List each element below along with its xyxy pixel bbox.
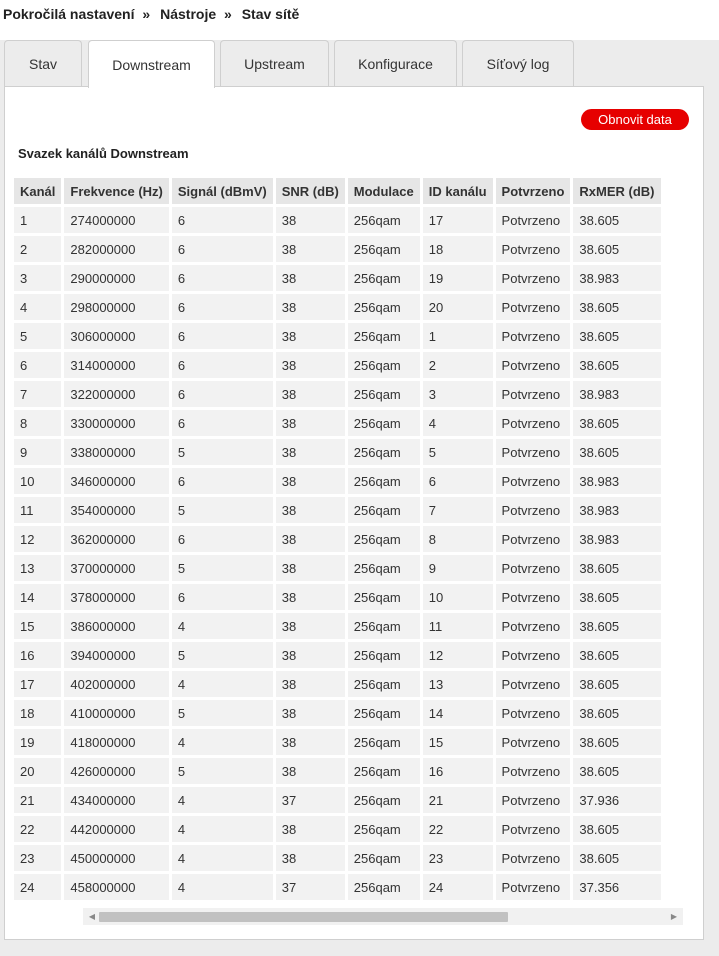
- table-cell: 38: [276, 816, 345, 842]
- table-cell: 7: [423, 497, 493, 523]
- table-row: [14, 236, 661, 262]
- table-cell: 21: [423, 787, 493, 813]
- table-cell: 256qam: [348, 787, 420, 813]
- table-cell: 256qam: [348, 497, 420, 523]
- table-cell: 15: [14, 613, 61, 639]
- table-cell: 434000000: [64, 787, 168, 813]
- table-cell: 38: [276, 845, 345, 871]
- table-cell: 298000000: [64, 294, 168, 320]
- table-cell: 4: [172, 729, 273, 755]
- column-header: Signál (dBmV): [172, 178, 273, 204]
- table-cell: 38: [276, 700, 345, 726]
- refresh-data-button[interactable]: Obnovit data: [581, 109, 689, 130]
- table-cell: 38: [276, 613, 345, 639]
- table-cell: 4: [172, 874, 273, 900]
- table-cell: 6: [172, 468, 273, 494]
- column-header: SNR (dB): [276, 178, 345, 204]
- table-cell: 38: [276, 381, 345, 407]
- table-cell: 290000000: [64, 265, 168, 291]
- table-cell: Potvrzeno: [496, 323, 571, 349]
- table-cell: 18: [14, 700, 61, 726]
- column-header: Modulace: [348, 178, 420, 204]
- table-cell: 256qam: [348, 526, 420, 552]
- horizontal-scrollbar[interactable]: [83, 908, 683, 925]
- table-cell: 38.983: [573, 497, 660, 523]
- table-cell: 38: [276, 497, 345, 523]
- table-row: [14, 439, 661, 465]
- table-cell: 6: [172, 323, 273, 349]
- table-cell: Potvrzeno: [496, 729, 571, 755]
- table-cell: 4: [14, 294, 61, 320]
- table-cell: 362000000: [64, 526, 168, 552]
- table-cell: 6: [172, 584, 273, 610]
- table-cell: Potvrzeno: [496, 555, 571, 581]
- downstream-table-container[interactable]: [14, 178, 683, 904]
- table-cell: Potvrzeno: [496, 613, 571, 639]
- table-cell: 5: [172, 642, 273, 668]
- breadcrumb-item-advanced-settings[interactable]: Pokročilá nastavení: [3, 6, 135, 22]
- table-cell: 19: [423, 265, 493, 291]
- table-row: [14, 642, 661, 668]
- table-cell: 38.605: [573, 439, 660, 465]
- table-cell: 38: [276, 671, 345, 697]
- table-cell: Potvrzeno: [496, 758, 571, 784]
- table-cell: 38.605: [573, 207, 660, 233]
- table-cell: 5: [172, 758, 273, 784]
- table-cell: Potvrzeno: [496, 700, 571, 726]
- table-cell: 23: [14, 845, 61, 871]
- table-row: [14, 584, 661, 610]
- table-cell: 274000000: [64, 207, 168, 233]
- table-cell: 38.605: [573, 700, 660, 726]
- table-cell: 9: [423, 555, 493, 581]
- tab-status[interactable]: Stav: [4, 40, 82, 87]
- table-cell: 7: [14, 381, 61, 407]
- table-row: [14, 468, 661, 494]
- table-cell: 256qam: [348, 323, 420, 349]
- table-cell: Potvrzeno: [496, 410, 571, 436]
- table-cell: Potvrzeno: [496, 265, 571, 291]
- table-cell: 37.356: [573, 874, 660, 900]
- table-cell: 256qam: [348, 700, 420, 726]
- table-cell: 22: [423, 816, 493, 842]
- table-cell: 10: [14, 468, 61, 494]
- breadcrumb-item-network-status: Stav sítě: [241, 6, 300, 22]
- table-cell: 426000000: [64, 758, 168, 784]
- table-cell: 17: [423, 207, 493, 233]
- table-cell: 16: [423, 758, 493, 784]
- table-cell: 38: [276, 555, 345, 581]
- table-cell: 3: [423, 381, 493, 407]
- table-cell: 5: [423, 439, 493, 465]
- table-cell: 11: [14, 497, 61, 523]
- table-cell: 378000000: [64, 584, 168, 610]
- table-cell: 18: [423, 236, 493, 262]
- table-cell: 38.605: [573, 584, 660, 610]
- table-cell: 5: [172, 555, 273, 581]
- table-cell: 338000000: [64, 439, 168, 465]
- table-cell: 38.605: [573, 613, 660, 639]
- table-cell: 38: [276, 642, 345, 668]
- table-cell: 256qam: [348, 410, 420, 436]
- table-cell: 38: [276, 294, 345, 320]
- table-cell: 19: [14, 729, 61, 755]
- table-cell: 4: [172, 613, 273, 639]
- table-row: [14, 323, 661, 349]
- table-cell: 6: [14, 352, 61, 378]
- table-cell: 38.605: [573, 294, 660, 320]
- table-cell: 256qam: [348, 236, 420, 262]
- table-cell: 256qam: [348, 294, 420, 320]
- table-cell: 256qam: [348, 816, 420, 842]
- table-cell: Potvrzeno: [496, 468, 571, 494]
- table-cell: 38: [276, 526, 345, 552]
- table-cell: 37: [276, 874, 345, 900]
- table-cell: Potvrzeno: [496, 236, 571, 262]
- table-cell: 386000000: [64, 613, 168, 639]
- table-cell: 38: [276, 439, 345, 465]
- breadcrumb-separator: »: [224, 6, 232, 22]
- table-cell: 256qam: [348, 439, 420, 465]
- table-cell: 256qam: [348, 845, 420, 871]
- table-row: [14, 410, 661, 436]
- breadcrumb-item-tools[interactable]: Nástroje: [160, 6, 217, 22]
- table-cell: 5: [172, 700, 273, 726]
- table-cell: 38.605: [573, 729, 660, 755]
- table-cell: 6: [172, 265, 273, 291]
- breadcrumb: [3, 6, 299, 22]
- table-cell: Potvrzeno: [496, 584, 571, 610]
- table-cell: 402000000: [64, 671, 168, 697]
- table-cell: 38.605: [573, 323, 660, 349]
- content-area: [0, 40, 719, 956]
- table-cell: 37: [276, 787, 345, 813]
- table-cell: 38.605: [573, 555, 660, 581]
- table-cell: 282000000: [64, 236, 168, 262]
- table-cell: Potvrzeno: [496, 642, 571, 668]
- table-cell: 9: [14, 439, 61, 465]
- table-cell: 458000000: [64, 874, 168, 900]
- table-row: [14, 497, 661, 523]
- table-cell: 1: [14, 207, 61, 233]
- tab-upstream[interactable]: Upstream: [220, 40, 329, 87]
- table-cell: 20: [14, 758, 61, 784]
- table-cell: 6: [172, 526, 273, 552]
- table-cell: 17: [14, 671, 61, 697]
- table-cell: Potvrzeno: [496, 352, 571, 378]
- table-row: [14, 758, 661, 784]
- table-cell: 14: [423, 700, 493, 726]
- table-cell: 38.605: [573, 671, 660, 697]
- table-row: [14, 671, 661, 697]
- table-row: [14, 845, 661, 871]
- table-cell: Potvrzeno: [496, 845, 571, 871]
- table-cell: 322000000: [64, 381, 168, 407]
- table-cell: 38.605: [573, 845, 660, 871]
- table-cell: 10: [423, 584, 493, 610]
- table-cell: Potvrzeno: [496, 439, 571, 465]
- table-cell: Potvrzeno: [496, 526, 571, 552]
- table-row: [14, 816, 661, 842]
- table-cell: 6: [172, 207, 273, 233]
- table-cell: 330000000: [64, 410, 168, 436]
- table-cell: Potvrzeno: [496, 816, 571, 842]
- table-body: [14, 207, 661, 900]
- table-cell: Potvrzeno: [496, 874, 571, 900]
- table-cell: 256qam: [348, 584, 420, 610]
- table-cell: 38.983: [573, 468, 660, 494]
- table-cell: 16: [14, 642, 61, 668]
- table-cell: 38: [276, 758, 345, 784]
- table-cell: 38: [276, 207, 345, 233]
- table-cell: 256qam: [348, 758, 420, 784]
- table-cell: 38: [276, 236, 345, 262]
- table-cell: 256qam: [348, 671, 420, 697]
- table-cell: 22: [14, 816, 61, 842]
- table-row: [14, 874, 661, 900]
- table-cell: 256qam: [348, 381, 420, 407]
- column-header: RxMER (dB): [573, 178, 660, 204]
- table-row: [14, 207, 661, 233]
- column-header: Frekvence (Hz): [64, 178, 168, 204]
- table-cell: 8: [14, 410, 61, 436]
- table-cell: 5: [14, 323, 61, 349]
- table-cell: 5: [172, 497, 273, 523]
- tab-downstream[interactable]: Downstream: [88, 40, 215, 88]
- table-cell: 38.605: [573, 816, 660, 842]
- table-cell: 38.983: [573, 265, 660, 291]
- table-cell: 346000000: [64, 468, 168, 494]
- table-cell: 256qam: [348, 207, 420, 233]
- table-cell: 2: [14, 236, 61, 262]
- table-cell: 256qam: [348, 613, 420, 639]
- table-row: [14, 555, 661, 581]
- table-cell: 6: [423, 468, 493, 494]
- table-cell: 12: [423, 642, 493, 668]
- table-cell: 4: [172, 671, 273, 697]
- table-cell: 1: [423, 323, 493, 349]
- table-row: [14, 294, 661, 320]
- table-cell: 256qam: [348, 265, 420, 291]
- table-cell: 38: [276, 323, 345, 349]
- table-cell: 354000000: [64, 497, 168, 523]
- table-row: [14, 265, 661, 291]
- table-cell: 4: [423, 410, 493, 436]
- table-cell: 4: [172, 787, 273, 813]
- table-cell: 256qam: [348, 468, 420, 494]
- tab-configuration[interactable]: Konfigurace: [334, 40, 457, 87]
- tab-network-log[interactable]: Síťový log: [462, 40, 574, 87]
- table-cell: 37.936: [573, 787, 660, 813]
- table-cell: 6: [172, 410, 273, 436]
- table-cell: 2: [423, 352, 493, 378]
- table-cell: Potvrzeno: [496, 671, 571, 697]
- downstream-panel: [4, 86, 704, 940]
- table-cell: 38.983: [573, 526, 660, 552]
- table-row: [14, 381, 661, 407]
- table-cell: 11: [423, 613, 493, 639]
- scrollbar-thumb[interactable]: [99, 912, 508, 922]
- table-cell: 20: [423, 294, 493, 320]
- table-cell: 410000000: [64, 700, 168, 726]
- scroll-right-arrow-icon[interactable]: ▶: [670, 912, 678, 921]
- table-cell: 6: [172, 352, 273, 378]
- breadcrumb-separator: »: [142, 6, 151, 22]
- table-cell: 13: [423, 671, 493, 697]
- table-cell: 15: [423, 729, 493, 755]
- table-cell: 13: [14, 555, 61, 581]
- table-cell: Potvrzeno: [496, 294, 571, 320]
- table-cell: Potvrzeno: [496, 207, 571, 233]
- table-row: [14, 700, 661, 726]
- table-row: [14, 526, 661, 552]
- table-cell: 12: [14, 526, 61, 552]
- table-cell: 38.983: [573, 381, 660, 407]
- table-cell: 370000000: [64, 555, 168, 581]
- table-header-row: [14, 178, 661, 204]
- table-cell: 6: [172, 381, 273, 407]
- table-row: [14, 787, 661, 813]
- scroll-left-arrow-icon[interactable]: ◀: [88, 912, 96, 921]
- table-cell: Potvrzeno: [496, 381, 571, 407]
- table-cell: 418000000: [64, 729, 168, 755]
- table-cell: 21: [14, 787, 61, 813]
- table-cell: 442000000: [64, 816, 168, 842]
- table-cell: 314000000: [64, 352, 168, 378]
- table-cell: Potvrzeno: [496, 497, 571, 523]
- table-row: [14, 729, 661, 755]
- table-cell: 6: [172, 294, 273, 320]
- table-row: [14, 352, 661, 378]
- table-cell: 38.605: [573, 642, 660, 668]
- table-cell: 38.605: [573, 236, 660, 262]
- column-header: Potvrzeno: [496, 178, 571, 204]
- table-cell: 38: [276, 468, 345, 494]
- table-cell: 6: [172, 236, 273, 262]
- table-row: [14, 613, 661, 639]
- table-cell: 38: [276, 410, 345, 436]
- table-cell: 5: [172, 439, 273, 465]
- table-cell: 38: [276, 729, 345, 755]
- table-cell: 256qam: [348, 729, 420, 755]
- table-cell: 24: [423, 874, 493, 900]
- table-cell: 306000000: [64, 323, 168, 349]
- table-cell: Potvrzeno: [496, 787, 571, 813]
- table-cell: 14: [14, 584, 61, 610]
- table-cell: 23: [423, 845, 493, 871]
- table-cell: 8: [423, 526, 493, 552]
- section-title: Svazek kanálů Downstream: [18, 146, 189, 161]
- table-cell: 38: [276, 265, 345, 291]
- table-cell: 38.605: [573, 758, 660, 784]
- table-cell: 256qam: [348, 555, 420, 581]
- table-cell: 4: [172, 845, 273, 871]
- table-cell: 38.605: [573, 352, 660, 378]
- table-cell: 38.605: [573, 410, 660, 436]
- table-cell: 4: [172, 816, 273, 842]
- table-cell: 450000000: [64, 845, 168, 871]
- table-cell: 24: [14, 874, 61, 900]
- table-cell: 256qam: [348, 874, 420, 900]
- table-cell: 38: [276, 352, 345, 378]
- table-cell: 3: [14, 265, 61, 291]
- table-cell: 256qam: [348, 642, 420, 668]
- column-header: ID kanálu: [423, 178, 493, 204]
- downstream-channel-table: [14, 178, 664, 903]
- table-cell: 394000000: [64, 642, 168, 668]
- table-cell: 38: [276, 584, 345, 610]
- column-header: Kanál: [14, 178, 61, 204]
- table-cell: 256qam: [348, 352, 420, 378]
